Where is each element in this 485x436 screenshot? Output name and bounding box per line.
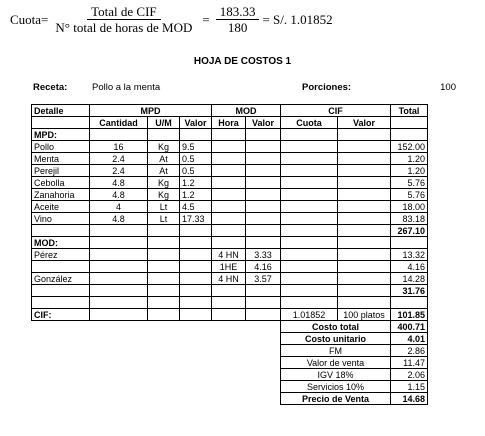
formula-result: = S/. 1.01852 <box>262 11 333 27</box>
ingredient-value: 0.5 <box>180 153 212 165</box>
row-total: 13.32 <box>391 249 428 261</box>
ingredient-name: Pollo <box>32 141 90 153</box>
header-mpd: MPD <box>90 105 212 117</box>
mpd-subtotal: 267.10 <box>391 225 428 237</box>
summary-label: Costo unitario <box>281 333 391 345</box>
mod-section-row <box>32 237 428 249</box>
formula-numerator: Total de CIF <box>87 4 161 20</box>
ingredient-um: At <box>148 153 180 165</box>
summary-value: 14.68 <box>391 393 428 405</box>
header-row-2 <box>32 117 428 129</box>
formula-denominator: N° total de horas de MOD <box>55 20 193 35</box>
summary-row <box>32 357 428 369</box>
formula-numerator-2: 183.33 <box>216 4 260 20</box>
worker-rate: 4.16 <box>246 261 281 273</box>
header-valor: Valor <box>180 117 212 129</box>
worker-hours: 1HE <box>212 261 246 273</box>
header-row-1 <box>32 105 428 117</box>
summary-label: FM <box>281 345 391 357</box>
ingredient-um: Lt <box>148 201 180 213</box>
summary-row <box>32 345 428 357</box>
row-total: 14.28 <box>391 273 428 285</box>
porciones-label: Porciones: <box>302 82 352 93</box>
formula-equals: = <box>202 11 210 27</box>
ingredient-um: Kg <box>148 177 180 189</box>
formula-fraction-1 <box>51 4 196 35</box>
ingredient-qty: 4.8 <box>90 213 148 225</box>
ingredient-um: Kg <box>148 141 180 153</box>
summary-row <box>32 333 428 345</box>
ingredient-qty: 16 <box>90 141 148 153</box>
ingredient-qty: 2.4 <box>90 153 148 165</box>
header-cif: CIF <box>281 105 391 117</box>
table-row <box>32 165 428 177</box>
sheet-title: HOJA DE COSTOS 1 <box>193 56 292 67</box>
header-total: Total <box>391 105 428 117</box>
ingredient-name: Menta <box>32 153 90 165</box>
row-total: 5.76 <box>391 189 428 201</box>
empty-row <box>32 297 428 309</box>
ingredient-name: Vino <box>32 213 90 225</box>
row-total: 1.20 <box>391 153 428 165</box>
summary-row <box>32 321 428 333</box>
summary-row <box>32 369 428 381</box>
mod-section-label: MOD: <box>32 237 90 249</box>
ingredient-qty: 4 <box>90 201 148 213</box>
header-cantidad: Cantidad <box>90 117 148 129</box>
formula-fraction-2 <box>216 4 260 35</box>
summary-label: Valor de venta <box>281 357 391 369</box>
row-total: 1.20 <box>391 165 428 177</box>
ingredient-qty: 4.8 <box>90 177 148 189</box>
summary-label: Servicios 10% <box>281 381 391 393</box>
summary-row <box>32 381 428 393</box>
summary-value: 400.71 <box>391 321 428 333</box>
cif-section-label: CIF: <box>32 309 90 321</box>
table-row <box>32 177 428 189</box>
row-total: 83.18 <box>391 213 428 225</box>
summary-value: 2.06 <box>391 369 428 381</box>
formula-lhs: Cuota= <box>10 11 49 27</box>
ingredient-value: 1.2 <box>180 189 212 201</box>
header-cuota: Cuota <box>281 117 338 129</box>
summary-value: 2.86 <box>391 345 428 357</box>
cif-total: 101.85 <box>391 309 428 321</box>
worker-name <box>32 261 90 273</box>
ingredient-name: Perejil <box>32 165 90 177</box>
ingredient-value: 0.5 <box>180 165 212 177</box>
cif-cuota: 1.01852 <box>281 309 338 321</box>
worker-rate: 3.57 <box>246 273 281 285</box>
summary-value: 1.15 <box>391 381 428 393</box>
row-total: 152.00 <box>391 141 428 153</box>
ingredient-um: Lt <box>148 213 180 225</box>
header-mod: MOD <box>212 105 281 117</box>
worker-hours: 4 HN <box>212 249 246 261</box>
header-hora: Hora <box>212 117 246 129</box>
mod-subtotal-row <box>32 285 428 297</box>
cif-valor: 100 platos <box>338 309 391 321</box>
worker-hours: 4 HN <box>212 273 246 285</box>
header-cif-valor: Valor <box>338 117 391 129</box>
table-row <box>32 189 428 201</box>
summary-label: IGV 18% <box>281 369 391 381</box>
ingredient-value: 4.5 <box>180 201 212 213</box>
ingredient-name: Aceite <box>32 201 90 213</box>
summary-value: 4.01 <box>391 333 428 345</box>
worker-name: González <box>32 273 90 285</box>
mpd-section-row <box>32 129 428 141</box>
ingredient-qty: 4.8 <box>90 189 148 201</box>
summary-label: Precio de Venta <box>281 393 391 405</box>
table-row <box>32 213 428 225</box>
summary-row <box>32 393 428 405</box>
row-total: 18.00 <box>391 201 428 213</box>
worker-name: Pérez <box>32 249 90 261</box>
ingredient-um: At <box>148 165 180 177</box>
formula-denominator-2: 180 <box>227 20 248 35</box>
mod-subtotal: 31.76 <box>391 285 428 297</box>
mpd-section-label: MPD: <box>32 129 90 141</box>
table-row <box>32 261 428 273</box>
table-row <box>32 153 428 165</box>
table-row <box>32 141 428 153</box>
header-detalle: Detalle <box>32 105 90 117</box>
table-row <box>32 273 428 285</box>
ingredient-value: 9.5 <box>180 141 212 153</box>
table-row <box>32 249 428 261</box>
row-total: 5.76 <box>391 177 428 189</box>
mpd-subtotal-row <box>32 225 428 237</box>
cuota-formula <box>10 4 333 35</box>
header-mod-valor: Valor <box>246 117 281 129</box>
table-row <box>32 201 428 213</box>
ingredient-value: 1.2 <box>180 177 212 189</box>
row-total: 4.16 <box>391 261 428 273</box>
worker-rate: 3.33 <box>246 249 281 261</box>
cost-sheet-table <box>31 104 428 405</box>
ingredient-um: Kg <box>148 189 180 201</box>
ingredient-name: Cebolla <box>32 177 90 189</box>
header-um: U/M <box>148 117 180 129</box>
porciones-value: 100 <box>440 82 456 93</box>
ingredient-value: 17.33 <box>180 213 212 225</box>
receta-label: Receta: <box>33 82 68 93</box>
cif-row <box>32 309 428 321</box>
ingredient-name: Zanahoria <box>32 189 90 201</box>
ingredient-qty: 2.4 <box>90 165 148 177</box>
receta-value: Pollo a la menta <box>92 82 161 93</box>
summary-value: 11.47 <box>391 357 428 369</box>
summary-label: Costo total <box>281 321 391 333</box>
